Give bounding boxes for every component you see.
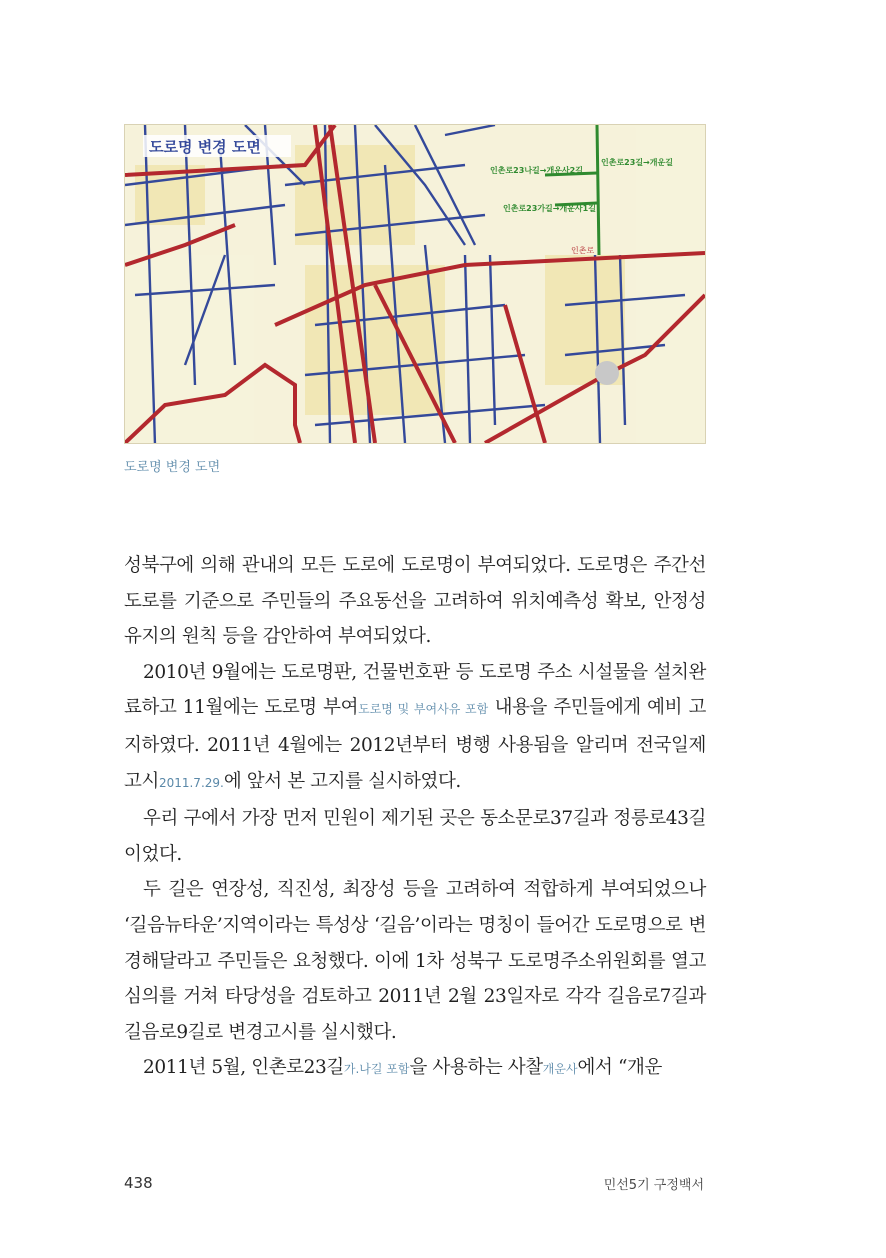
map-label-road-4: 인촌로 <box>571 246 595 255</box>
text-segment: 에 앞서 본 고지를 실시하였다. <box>223 770 461 792</box>
paragraph-4 <box>124 872 706 1050</box>
text-segment: 성북구에 의해 관내의 모든 도로에 도로명이 부여되었다. 도로명은 주간선도로를 기준으로 주민들의 주요동선을 고려하여 위치예측성 확보, 안정성 유지의 원칙 등을 감안하여 부여되었다. <box>124 555 706 648</box>
text-segment: 두 길은 연장성, 직진성, 최장성 등을 고려하여 적합하게 부여되었으나 ‘길음뉴타운’지역이라는 특성상 ‘길음’이라는 명칭이 들어간 도로명으로 변경해달라고 주민들은 요청했다. 이에 1차 성북구 도로명주소위원회를 열고 심의를 거쳐 타당성을 검토하고 2011년 2월 23일자로 각각 길음로7길과 길음로9길로 변경고시를 실시했다. <box>124 879 706 1043</box>
inline-note: 개운사 <box>542 1062 578 1077</box>
text-segment: 2011년 5월, 인촌로23길 <box>143 1057 344 1079</box>
paragraph-5 <box>124 1050 706 1088</box>
map-label-road-1: 인촌로23길→개운길 <box>601 158 673 167</box>
book-title: 민선5기 구정백서 <box>603 1178 704 1193</box>
text-segment: 2010년 9월에는 도로명판, 건물번호판 등 도로명 주소 시설물을 설치완료하고 11월에는 도로명 부여 <box>124 661 706 719</box>
paragraph-1 <box>124 548 706 655</box>
paragraph-2 <box>124 655 706 801</box>
map-label-road-3: 인촌로23가길→개운사1길 <box>503 204 596 213</box>
text-segment: 내용을 주민들에게 예비 고지하였다. 2011년 4월에는 2012년부터 병행 사용됨을 알리며 전국일제고시 <box>124 697 706 792</box>
map-title: 도로명 변경 도면 <box>149 138 261 156</box>
text-segment: 우리 구에서 가장 먼저 민원이 제기된 곳은 동소문로37길과 정릉로43길이었다. <box>124 808 706 865</box>
paragraph-3 <box>124 801 706 872</box>
map-graphic <box>125 125 705 443</box>
inline-note: 도로명 및 부여사유 포함 <box>358 702 489 717</box>
body-text <box>124 548 706 1088</box>
figure-caption: 도로명 변경 도면 <box>124 460 221 475</box>
map-label-road-2: 인촌로23나길→개운사2길 <box>490 166 583 175</box>
page-number: 438 <box>124 1174 153 1192</box>
inline-note: 가.나길 포함 <box>343 1062 410 1077</box>
text-segment: 을 사용하는 사찰 <box>409 1057 543 1079</box>
road-name-change-map <box>124 124 706 444</box>
inline-note: 2011.7.29. <box>158 775 224 790</box>
text-segment: 에서 “개운 <box>577 1057 662 1079</box>
